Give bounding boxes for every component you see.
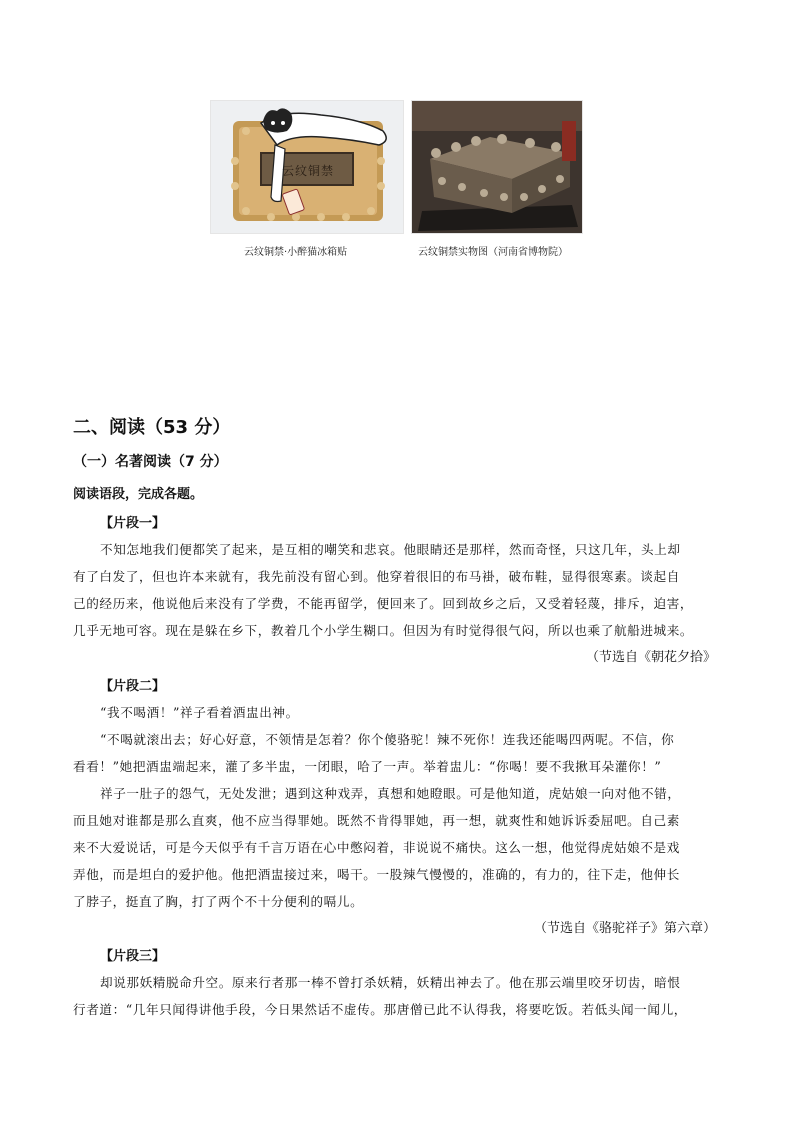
fragment2-line: 弄他，而是坦白的爱护他。他把酒盅接过来，喝干。一股辣气慢慢的，准确的，有力的，往下走，他伸长 — [73, 867, 680, 882]
fragment1-source: （节选自《朝花夕拾》 — [585, 650, 716, 665]
section-title: 二、阅读（53 分） — [73, 417, 231, 438]
fragment2-line: 看看！”她把酒盅端起来，灌了多半盅，一闭眼，哈了一声。举着盅儿：“你喝！要不我揪耳朵灌你！” — [73, 759, 662, 774]
fragment2-source: （节选自《骆驼祥子》第六章） — [533, 921, 716, 936]
fragment2-label: 【片段二】 — [100, 679, 166, 694]
fragment1-line: 不知怎地我们便都笑了起来，是互相的嘲笑和悲哀。他眼睛还是那样，然而奇怪，只这几年，头上却 — [100, 542, 681, 557]
fragment2-line: 祥子一肚子的怨气，无处发泄；遇到这种戏弄，真想和她瞪眼。可是他知道，虎姑娘一向对他不错， — [100, 786, 681, 801]
fragment3-line: 却说那妖精脱命升空。原来行者那一棒不曾打杀妖精，妖精出神去了。他在那云端里咬牙切齿，暗恨 — [100, 975, 681, 990]
fragment2-line: 了脖子，挺直了胸，打了两个不十分便利的嗝儿。 — [73, 894, 364, 909]
fragment1-line: 几乎无地可容。现在是躲在乡下，教着几个小学生糊口。但因为有时觉得很气闷，所以也乘了航船进城来。 — [73, 623, 694, 638]
subsection-title: （一）名著阅读（7 分） — [73, 454, 228, 470]
bronze-artifact-illustration — [412, 101, 582, 233]
fragment2-line: “不喝就滚出去；好心好意，不领情是怎着？你个傻骆驼！辣不死你！连我还能喝四两呢。不信，你 — [100, 732, 675, 747]
fragment2-line: 来不大爱说话，可是今天似乎有千言万语在心中憋闷着，非说说不痛快。这么一想，他觉得虎姑娘不是戏 — [73, 840, 680, 855]
instruction: 阅读语段，完成各题。 — [73, 487, 204, 502]
fragment3-label: 【片段三】 — [100, 949, 166, 964]
fragment3-line: 行者道：“几年只闻得讲他手段，今日果然话不虚传。那唐僧已此不认得我，将要吃饭。若低头闻一闻儿， — [73, 1002, 687, 1017]
fragment2-line: “我不喝酒！”祥子看着酒盅出神。 — [100, 705, 299, 720]
fragment2-line: 而且她对谁都是那么直爽，他不应当得罪她。既然不肯得罪她，再一想，就爽性和她诉诉委屈吧。自己素 — [73, 813, 680, 828]
plaque-text: 云纹铜禁 — [282, 164, 335, 178]
fragment1-line: 有了白发了，但也许本来就有，我先前没有留心到。他穿着很旧的布马褂，破布鞋，显得很寒素。谈起自 — [73, 569, 680, 584]
figure-caption-right: 云纹铜禁实物图（河南省博物院） — [418, 247, 568, 258]
fragment1-line: 己的经历来，他说他后来没有了学费，不能再留学，便回来了。回到故乡之后，又受着轻蔑，排斥，迫害， — [73, 596, 694, 611]
fragment1-label: 【片段一】 — [100, 516, 166, 531]
figure-caption-left: 云纹铜禁·小醉猫冰箱贴 — [244, 247, 348, 258]
bronze-artifact-photo — [411, 100, 583, 234]
